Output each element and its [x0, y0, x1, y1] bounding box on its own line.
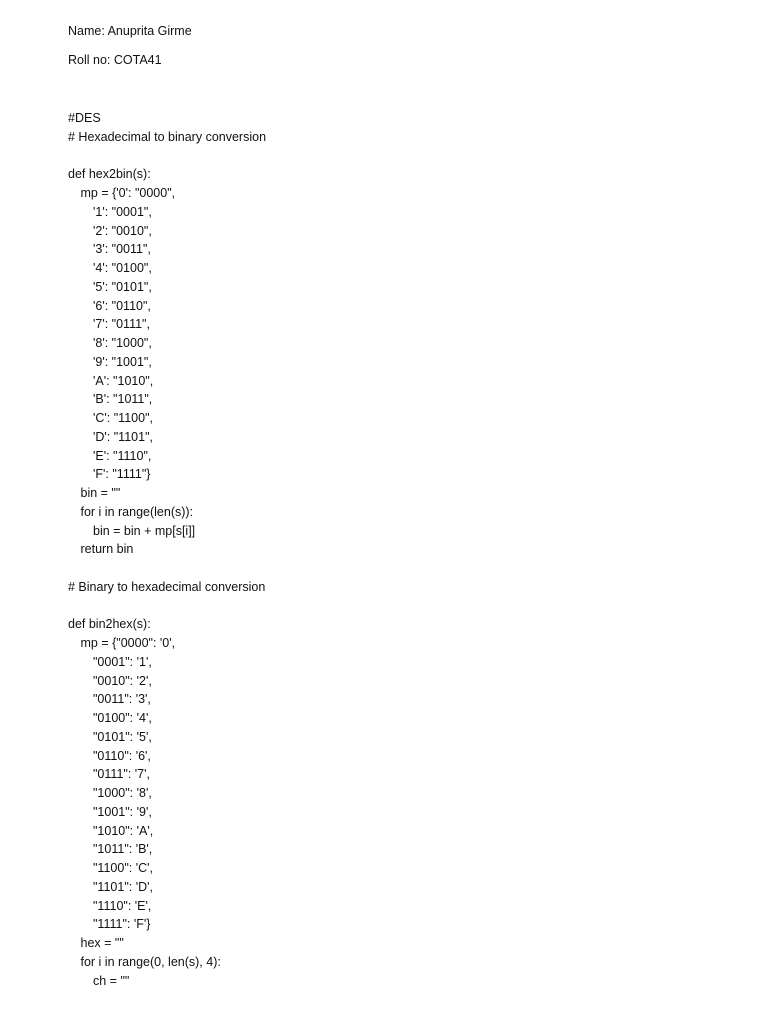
code-line: "1011": 'B', [93, 842, 153, 857]
code-line: ch = "" [93, 973, 130, 988]
code-line: def bin2hex(s): [68, 617, 151, 632]
code-line: "0100": '4', [93, 711, 152, 725]
code-line: '7': "0111", [93, 317, 150, 332]
code-line: hex = "" [80, 936, 124, 950]
code-line: "1111": 'F'} [93, 917, 151, 932]
code-line: 'D': "1101", [93, 429, 153, 444]
code-line: 'E': "1110", [93, 448, 152, 463]
code-listing [68, 109, 748, 990]
code-line [68, 597, 748, 616]
code-line: mp = {"0000": '0', [80, 636, 176, 650]
code-line: # Binary to hexadecimal conversion [68, 579, 266, 594]
code-line: #DES [68, 111, 101, 125]
code-line: for i in range(0, len(s), 4): [80, 954, 221, 969]
code-line: 'F': "1111"} [93, 467, 151, 482]
code-line: "1101": 'D', [93, 879, 153, 894]
code-line: "0011": '3', [93, 692, 151, 707]
code-line [68, 147, 748, 166]
code-line: "1100": 'C', [93, 861, 153, 875]
code-line: '2': "0010", [93, 223, 152, 238]
code-line: "0001": '1', [93, 654, 152, 669]
code-line: mp = {'0': "0000", [80, 186, 176, 200]
code-line [68, 559, 748, 578]
code-line: '5': "0101", [93, 279, 152, 294]
code-line: '9': "1001", [93, 354, 152, 369]
code-line: "1110": 'E', [93, 898, 152, 913]
code-line: "0010": '2', [93, 673, 152, 688]
code-line: def hex2bin(s): [68, 167, 151, 182]
code-line: for i in range(len(s)): [80, 504, 194, 519]
code-line: '4': "0100", [93, 261, 152, 275]
code-line: # Hexadecimal to binary conversion [68, 129, 267, 144]
code-line: return bin [80, 542, 134, 557]
author-name-line: Name: Anuprita Girme [68, 24, 192, 38]
code-line: 'A': "1010", [93, 373, 154, 388]
code-line: 'B': "1011", [93, 392, 153, 407]
code-line: "1001": '9', [93, 804, 152, 819]
code-line: '1': "0001", [93, 204, 152, 219]
roll-number-line: Roll no: COTA41 [68, 53, 162, 67]
code-line: '3': "0011", [93, 242, 151, 257]
code-line: "0110": '6', [93, 748, 151, 763]
code-line: "1010": 'A', [93, 823, 154, 838]
code-line: '6': "0110", [93, 298, 151, 313]
code-line: "0101": '5', [93, 729, 152, 744]
code-line: "0111": '7', [93, 767, 150, 782]
code-line: bin = bin + mp[s[i]] [93, 523, 196, 538]
code-line: bin = "" [80, 486, 121, 500]
code-line: 'C': "1100", [93, 411, 153, 425]
code-line: "1000": '8', [93, 786, 152, 800]
code-line: '8': "1000", [93, 336, 152, 350]
